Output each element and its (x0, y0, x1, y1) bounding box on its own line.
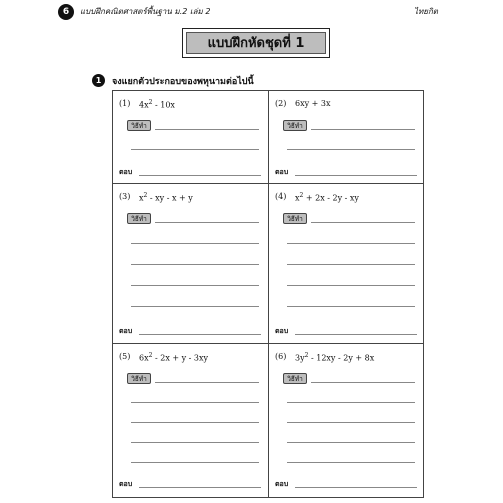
method-label: วิธีทำ (127, 213, 151, 224)
problem-number: (2) (275, 99, 287, 108)
answer-line[interactable] (139, 487, 261, 488)
method-label: วิธีทำ (127, 373, 151, 384)
problem-number: (4) (275, 192, 287, 201)
book-title: แบบฝึกคณิตศาสตร์พื้นฐาน ม.2 เล่ม 2 (80, 7, 211, 16)
exercise-title: แบบฝึกหัดชุดที่ 1 (186, 32, 326, 54)
answer-writing-line[interactable] (287, 422, 415, 423)
exercise-title-box (182, 28, 330, 58)
problem-cell-1 (113, 91, 268, 183)
problem-expression: $x^2 + 2x - 2y$ - xy (295, 192, 359, 203)
answer-writing-line[interactable] (287, 149, 415, 150)
answer-label: ตอบ (119, 168, 133, 176)
method-label: วิธีทำ (283, 373, 307, 384)
answer-writing-line[interactable] (287, 402, 415, 403)
answer-line[interactable] (295, 175, 417, 176)
page-header (58, 4, 438, 20)
problem-number: (3) (119, 192, 131, 201)
answer-writing-line[interactable] (155, 382, 259, 383)
problem-cell-3 (113, 184, 268, 343)
answer-writing-line[interactable] (287, 285, 415, 286)
answer-writing-line[interactable] (287, 264, 415, 265)
answer-writing-line[interactable] (131, 149, 259, 150)
answer-writing-line[interactable] (287, 442, 415, 443)
problem-expression: $4x^2 - 10x$ (139, 99, 175, 110)
answer-writing-line[interactable] (131, 402, 259, 403)
answer-label: ตอบ (119, 327, 133, 335)
answer-label: ตอบ (275, 480, 289, 488)
page-number-badge: 6 (58, 4, 74, 20)
answer-writing-line[interactable] (131, 264, 259, 265)
answer-line[interactable] (139, 175, 261, 176)
problem-cell-6 (269, 344, 424, 497)
question-instruction: จงแยกตัวประกอบของพหุนามต่อไปนี้ (112, 77, 254, 87)
answer-writing-line[interactable] (131, 243, 259, 244)
answer-writing-line[interactable] (131, 306, 259, 307)
answer-writing-line[interactable] (131, 442, 259, 443)
problem-number: (6) (275, 352, 287, 361)
problem-number: (5) (119, 352, 131, 361)
problem-cell-5 (113, 344, 268, 497)
answer-writing-line[interactable] (287, 306, 415, 307)
question-number-badge: 1 (92, 74, 105, 87)
answer-label: ตอบ (275, 168, 289, 176)
publisher-name: ไทยกิต (413, 7, 438, 16)
answer-writing-line[interactable] (131, 422, 259, 423)
answer-line[interactable] (295, 334, 417, 335)
worksheet-grid (112, 90, 424, 498)
answer-writing-line[interactable] (311, 129, 415, 130)
problem-number: (1) (119, 99, 131, 108)
answer-line[interactable] (139, 334, 261, 335)
answer-writing-line[interactable] (287, 243, 415, 244)
problem-expression: $6x^2 - 2x + y - 3xy$ (139, 352, 209, 363)
answer-writing-line[interactable] (155, 222, 259, 223)
answer-writing-line[interactable] (287, 462, 415, 463)
answer-writing-line[interactable] (311, 222, 415, 223)
answer-label: ตอบ (275, 327, 289, 335)
answer-label: ตอบ (119, 480, 133, 488)
problem-cell-4 (269, 184, 424, 343)
answer-writing-line[interactable] (311, 382, 415, 383)
problem-expression: $x^2$ - xy - x + y (139, 192, 193, 203)
answer-line[interactable] (295, 487, 417, 488)
method-label: วิธีทำ (283, 213, 307, 224)
answer-writing-line[interactable] (131, 285, 259, 286)
problem-expression: $3y^2 - 12xy - 2y + 8x$ (295, 352, 375, 363)
problem-cell-2 (269, 91, 424, 183)
answer-writing-line[interactable] (131, 462, 259, 463)
problem-expression: 6xy + 3x (295, 99, 331, 108)
method-label: วิธีทำ (127, 120, 151, 131)
answer-writing-line[interactable] (155, 129, 259, 130)
method-label: วิธีทำ (283, 120, 307, 131)
